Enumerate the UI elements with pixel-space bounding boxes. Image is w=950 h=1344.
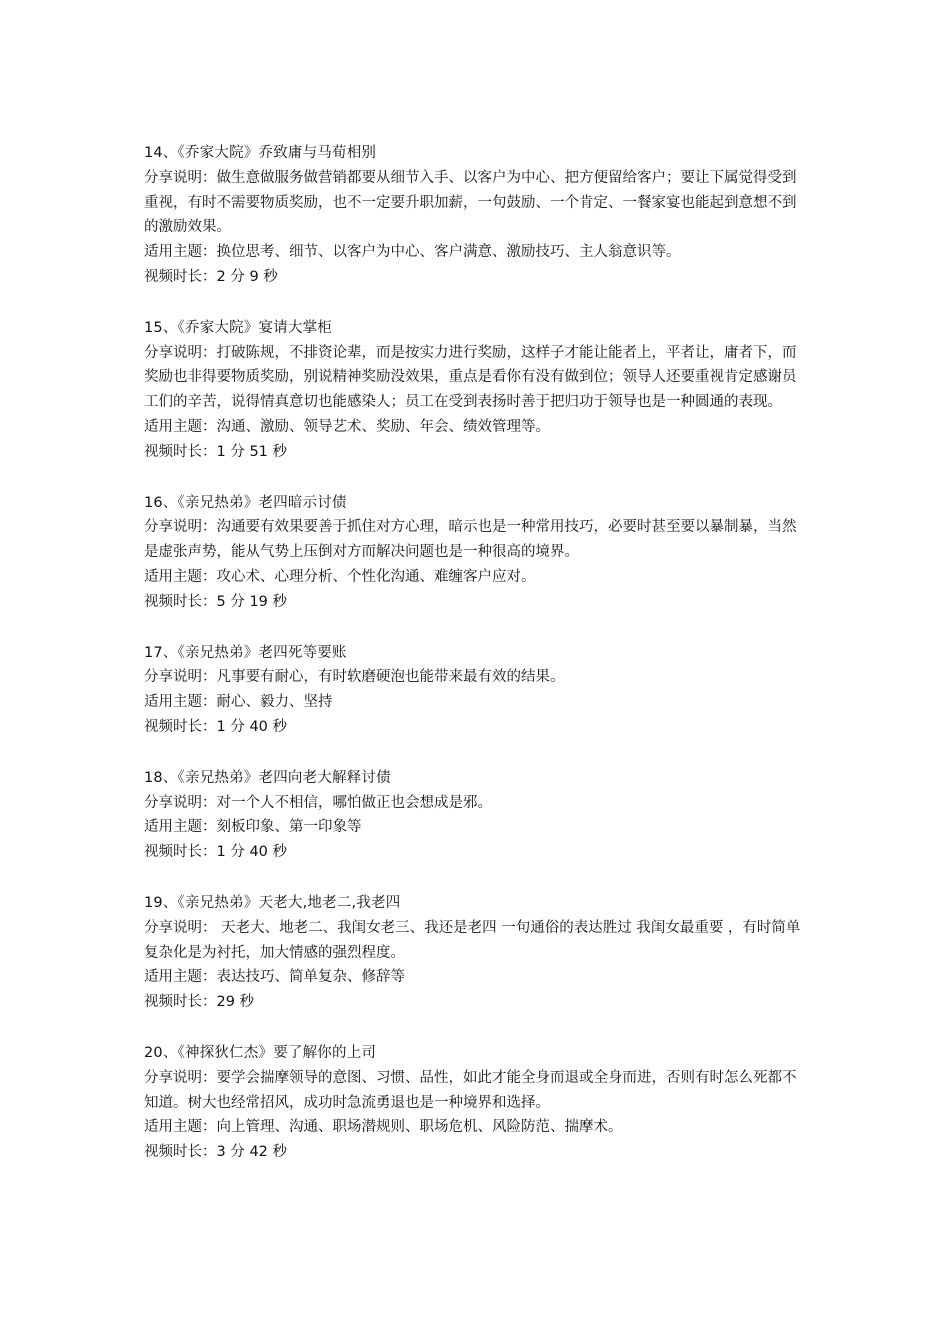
video-entry-16	[144, 491, 810, 615]
entry-duration: 视频时长：1 分 51 秒	[144, 443, 288, 460]
entry-duration: 视频时长：1 分 40 秒	[144, 718, 288, 735]
entry-topic: 适用主题：耐心、毅力、坚持	[144, 694, 333, 711]
entry-duration: 视频时长：1 分 40 秒	[144, 844, 288, 861]
video-entry-18	[144, 766, 810, 865]
video-entry-14	[144, 141, 810, 290]
entry-title: 19、《亲兄热弟》天老大,地老二,我老四	[144, 894, 401, 911]
entry-title: 16、《亲兄热弟》老四暗示讨债	[144, 494, 347, 511]
entry-topic: 适用主题：沟通、激励、领导艺术、奖励、年会、绩效管理等。	[144, 418, 550, 435]
video-entry-20	[144, 1041, 810, 1165]
entry-description: 分享说明：沟通要有效果要善于抓住对方心理，暗示也是一种常用技巧，必要时甚至要以暴制暴，当然是虚张声势，能从气势上压倒对方而解决问题也是一种很高的境界。	[144, 519, 797, 561]
entry-description: 分享说明：要学会揣摩领导的意图、习惯、品性，如此才能全身而退或全身而进，否则有时怎么死都不知道。树大也经常招风，成功时急流勇退也是一种境界和选择。	[144, 1069, 797, 1111]
entry-description: 分享说明：对一个人不相信，哪怕做正也会想成是邪。	[144, 794, 492, 811]
entry-duration: 视频时长：2 分 9 秒	[144, 268, 278, 285]
entry-topic: 适用主题：刻板印象、第一印象等	[144, 819, 362, 836]
entry-description: 分享说明：凡事要有耐心，有时软磨硬泡也能带来最有效的结果。	[144, 669, 565, 686]
entry-duration: 视频时长：29 秒	[144, 994, 255, 1011]
entry-duration: 视频时长：5 分 19 秒	[144, 593, 288, 610]
entry-description: 分享说明：打破陈规，不排资论辈，而是按实力进行奖励，这样子才能让能者上，平者让，庸者下，而奖励也非得要物质奖励，别说精神奖励没效果，重点是看你有没有做到位；领导人还要重视肯定感谢员工们的辛苦，说得情真意切也能感染人；员工在受到表扬时善于把归功于领导也是一种圆通的表现。	[144, 344, 797, 411]
entry-duration: 视频时长：3 分 42 秒	[144, 1144, 288, 1161]
entry-title: 15、《乔家大院》宴请大掌柜	[144, 319, 332, 336]
entry-title: 17、《亲兄热弟》老四死等要账	[144, 644, 347, 661]
entry-title: 18、《亲兄热弟》老四向老大解释讨债	[144, 769, 391, 786]
video-entry-15	[144, 316, 810, 465]
video-entry-17	[144, 641, 810, 740]
entry-topic: 适用主题：换位思考、细节、以客户为中心、客户满意、激励技巧、主人翁意识等。	[144, 244, 681, 261]
video-entry-19	[144, 891, 810, 1015]
entry-title: 14、《乔家大院》乔致庸与马荀相别	[144, 145, 377, 161]
entry-title: 20、《神探狄仁杰》要了解你的上司	[144, 1044, 377, 1061]
entry-topic: 适用主题：攻心术、心理分析、个性化沟通、难缠客户应对。	[144, 568, 536, 585]
entry-description: 分享说明： 天老大、地老二、我闺女老三、我还是老四 一句通俗的表达胜过 我闺女最重要 ，有时简单复杂化是为衬托，加大情感的强烈程度。	[144, 919, 801, 961]
entry-description: 分享说明：做生意做服务做营销都要从细节入手、以客户为中心、把方便留给客户；要让下属觉得受到重视，有时不需要物质奖励，也不一定要升职加薪，一句鼓励、一个肯定、一餐家宴也能起到意想不到的激励效果。	[144, 169, 797, 236]
entry-topic: 适用主题：表达技巧、简单复杂、修辞等	[144, 969, 405, 986]
entry-topic: 适用主题：向上管理、沟通、职场潜规则、职场危机、风险防范、揣摩术。	[144, 1119, 623, 1136]
